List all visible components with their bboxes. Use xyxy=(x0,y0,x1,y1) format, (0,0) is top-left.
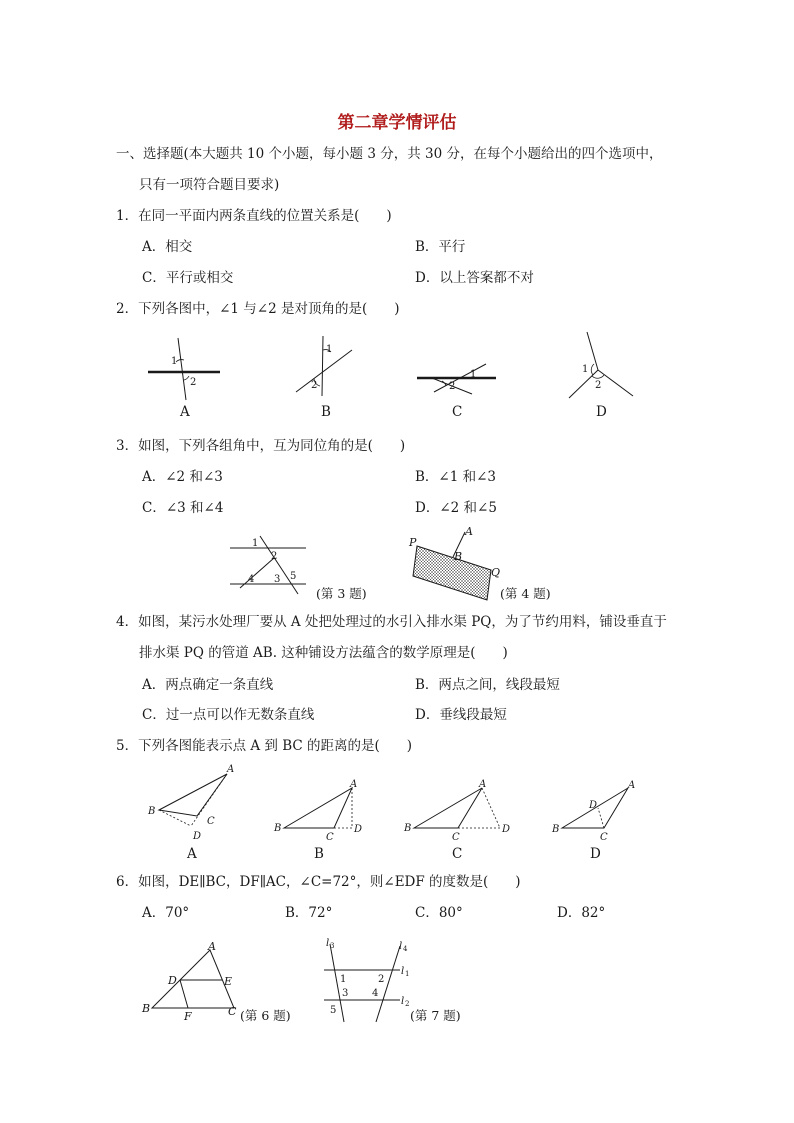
svg-text:C: C xyxy=(326,832,334,843)
svg-text:P: P xyxy=(409,536,417,549)
q2-stem: 2．下列各图中，∠1 与∠2 是对顶角的是( ) xyxy=(116,301,400,317)
svg-text:Q: Q xyxy=(491,566,501,579)
svg-text:C: C xyxy=(452,832,460,843)
svg-text:D: D xyxy=(502,824,511,835)
q4-figure xyxy=(405,524,505,604)
svg-text:5: 5 xyxy=(290,571,297,582)
svg-text:C: C xyxy=(228,1005,237,1018)
svg-text:1: 1 xyxy=(326,344,333,355)
q2-fig-label-c: C xyxy=(452,404,463,420)
q6-option-d: D．82° xyxy=(557,905,606,921)
svg-text:2: 2 xyxy=(449,381,456,392)
svg-text:l: l xyxy=(326,938,330,949)
q3-option-c: C．∠3 和∠4 xyxy=(142,500,224,516)
q1-option-b: B．平行 xyxy=(415,239,466,255)
q1-option-c: C．平行或相交 xyxy=(142,270,234,286)
svg-text:1: 1 xyxy=(582,364,589,375)
svg-text:2: 2 xyxy=(271,551,278,562)
q6-caption: (第 6 题) xyxy=(240,1008,291,1023)
svg-text:5: 5 xyxy=(330,1005,337,1016)
q5-stem: 5．下列各图能表示点 A 到 BC 的距离的是( ) xyxy=(116,738,413,754)
q3-caption: (第 3 题) xyxy=(316,586,367,601)
svg-text:B: B xyxy=(552,824,560,835)
q5-figure-d xyxy=(548,778,643,843)
svg-text:A: A xyxy=(465,525,473,538)
svg-text:3: 3 xyxy=(342,988,349,999)
svg-text:1: 1 xyxy=(340,974,347,985)
svg-text:C: C xyxy=(600,832,608,843)
svg-text:B: B xyxy=(148,806,156,817)
svg-text:A: A xyxy=(208,940,216,953)
svg-text:B: B xyxy=(142,1002,151,1015)
svg-text:C: C xyxy=(207,816,215,827)
svg-text:B: B xyxy=(274,823,282,834)
svg-text:1: 1 xyxy=(470,369,477,380)
svg-text:B: B xyxy=(404,823,412,834)
svg-text:l: l xyxy=(401,996,405,1007)
svg-text:1: 1 xyxy=(252,538,259,549)
svg-text:A: A xyxy=(628,780,636,791)
q3-stem: 3．如图，下列各组角中，互为同位角的是( ) xyxy=(116,438,406,454)
svg-text:3: 3 xyxy=(330,942,335,950)
q5-figure-b xyxy=(270,778,370,843)
q2-figure-c xyxy=(412,350,502,410)
svg-text:2: 2 xyxy=(311,380,318,391)
svg-text:A: A xyxy=(479,779,487,790)
svg-text:2: 2 xyxy=(405,1000,410,1008)
q6-option-a: A．70° xyxy=(142,905,190,921)
q1-option-a: A．相交 xyxy=(142,239,193,255)
q5-fig-label-a: A xyxy=(187,846,197,862)
q4-option-a: A．两点确定一条直线 xyxy=(142,677,274,693)
svg-text:D: D xyxy=(589,800,598,811)
svg-text:D: D xyxy=(354,824,363,835)
svg-text:3: 3 xyxy=(274,574,281,585)
svg-text:1: 1 xyxy=(405,970,410,978)
svg-text:l: l xyxy=(399,941,403,952)
q4-option-c: C．过一点可以作无数条直线 xyxy=(142,707,315,723)
q5-fig-label-c: C xyxy=(452,846,463,862)
svg-text:4: 4 xyxy=(403,945,408,953)
q3-option-d: D．∠2 和∠5 xyxy=(415,500,497,516)
svg-text:2: 2 xyxy=(378,974,385,985)
q3-option-b: B．∠1 和∠3 xyxy=(415,469,497,485)
q1-stem: 1．在同一平面内两条直线的位置关系是( ) xyxy=(116,208,392,224)
svg-text:E: E xyxy=(224,975,233,988)
q1-option-d: D．以上答案都不对 xyxy=(415,270,534,286)
svg-text:F: F xyxy=(184,1010,192,1023)
q6-option-c: C．80° xyxy=(415,905,463,921)
page-title: 第二章学情评估 xyxy=(337,113,457,133)
q4-stem-line1: 4．如图，某污水处理厂要从 A 处把处理过的水引入排水渠 PQ，为了节约用料，铺设垂直于 xyxy=(116,614,667,630)
svg-text:l: l xyxy=(401,966,405,977)
q5-fig-label-b: B xyxy=(314,846,324,862)
svg-text:A: A xyxy=(350,779,358,790)
q6-figure xyxy=(138,940,248,1025)
svg-text:2: 2 xyxy=(595,380,602,391)
svg-text:2: 2 xyxy=(190,377,197,388)
q4-option-d: D．垂线段最短 xyxy=(415,707,507,723)
q5-fig-label-d: D xyxy=(590,846,601,862)
q2-fig-label-a: A xyxy=(180,404,190,420)
q5-figure-a xyxy=(145,762,240,842)
q4-stem-line2: 排水渠 PQ 的管道 AB. 这种铺设方法蕴含的数学原理是( ) xyxy=(139,645,508,661)
q4-caption: (第 4 题) xyxy=(500,586,551,601)
svg-text:4: 4 xyxy=(248,574,255,585)
svg-text:D: D xyxy=(168,974,177,987)
q7-figure xyxy=(316,936,416,1026)
q2-fig-label-b: B xyxy=(321,404,331,420)
q7-caption: (第 7 题) xyxy=(410,1008,461,1023)
q5-figure-c xyxy=(400,778,515,843)
q6-option-b: B．72° xyxy=(285,905,333,921)
q3-figure xyxy=(226,532,316,597)
svg-text:D: D xyxy=(193,831,202,842)
q6-stem: 6．如图，DE∥BC，DF∥AC，∠C=72°，则∠EDF 的度数是( ) xyxy=(116,874,521,890)
q2-fig-label-d: D xyxy=(596,404,607,420)
svg-text:4: 4 xyxy=(372,988,379,999)
q2-figure-d xyxy=(565,328,645,408)
q3-option-a: A．∠2 和∠3 xyxy=(142,469,223,485)
svg-text:1: 1 xyxy=(171,356,178,367)
svg-text:A: A xyxy=(227,764,235,775)
svg-text:B: B xyxy=(454,550,463,563)
section-heading-line2: 只有一项符合题目要求) xyxy=(139,177,280,193)
section-heading-line1: 一、选择题(本大题共 10 个小题，每小题 3 分，共 30 分，在每个小题给出的四个选项中， xyxy=(116,146,663,162)
q4-option-b: B．两点之间，线段最短 xyxy=(415,677,560,693)
